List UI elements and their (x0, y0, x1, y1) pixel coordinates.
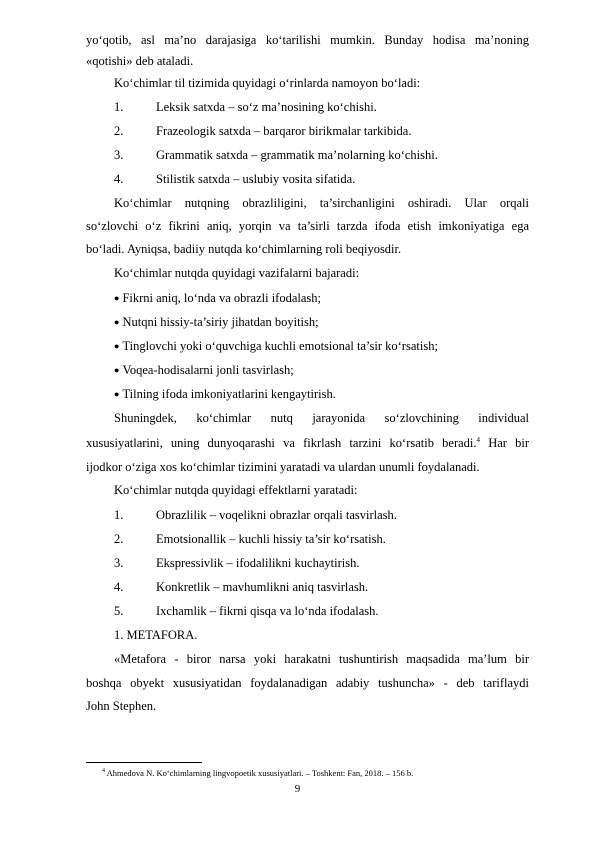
list-item (86, 601, 529, 622)
paragraph-line: so‘zlovchi o‘z fikrini aniq, yorqin va ta’sirli tarzda ifoda etish imkoniyatiga ega (86, 219, 529, 233)
list-item (86, 529, 529, 550)
paragraph-line: bo‘ladi. Ayniqsa, badiiy nutqda ko‘chimlarning roli beqiyosdir. (86, 242, 402, 256)
paragraph-line: Ko‘chimlar nutqda quyidagi effektlarni yaratadi: (114, 483, 358, 497)
paragraph-line: John Stephen. (86, 699, 157, 713)
bullet-icon: ● (114, 389, 120, 399)
list-item (86, 553, 529, 574)
paragraph-text: Har bir (480, 436, 530, 450)
bullet-icon: ● (114, 341, 120, 351)
bullet-text: Fikrni aniq, lo‘nda va obrazli ifodalash; (122, 291, 321, 305)
list-number: 1. (114, 508, 124, 522)
list-item (86, 121, 529, 142)
paragraph-line: «Metafora - biror narsa yoki harakatni tushuntirish maqsadida ma’lum bir (114, 652, 529, 666)
paragraph-line: «qotishi» deb ataladi. (86, 54, 194, 68)
list-number: 2. (114, 532, 124, 546)
list-text: Leksik satxda – so‘z ma’nosining ko‘chishi. (156, 100, 377, 114)
footnote-mark: 4 (102, 768, 105, 775)
list-text: Stilistik satxda – uslubiy vosita sifatida. (156, 172, 356, 186)
paragraph-line: Ko‘chimlar nutqda quyidagi vazifalarni bajaradi: (114, 266, 360, 280)
list-text: Konkretlik – mavhumlikni aniq tasvirlash. (156, 580, 369, 594)
list-text: Grammatik satxda – grammatik ma’nolarning ko‘chishi. (156, 148, 438, 162)
footnote-text: Ahmedova N. Ko‘chimlarning lingvopoetik xususiyatlari. – Toshkent: Fan, 2018. – 156 b. (105, 768, 414, 778)
section-heading: 1. METAFORA. (114, 628, 198, 642)
list-text: Ixchamlik – fikrni qisqa va lo‘nda ifodalash. (156, 604, 379, 618)
footnote-divider (86, 762, 202, 763)
paragraph-line: Ko‘chimlar nutqning obrazliligini, ta’sirchanligini oshiradi. Ular orqali (114, 196, 529, 210)
footnote-reference: 4 (476, 435, 481, 444)
bullet-text: Voqea-hodisalarni jonli tasvirlash; (122, 363, 294, 377)
list-number: 3. (114, 148, 124, 162)
bullet-item (86, 384, 529, 405)
paragraph-text: xususiyatlarini, uning dunyoqarashi va fikrlash tarzini ko‘rsatib beradi. (86, 436, 477, 450)
footnote (102, 768, 413, 778)
bullet-text: Tinglovchi yoki o‘quvchiga kuchli emotsional ta’sir ko‘rsatish; (122, 339, 438, 353)
list-item (86, 505, 529, 526)
bullet-icon: ● (114, 293, 120, 303)
bullet-item (86, 336, 529, 357)
bullet-item (86, 360, 529, 381)
paragraph-line: yo‘qotib, asl ma’no darajasiga ko‘tarilishi mumkin. Bunday hodisa ma’noning (86, 33, 529, 47)
bullet-text: Tilning ifoda imkoniyatlarini kengaytirish. (122, 387, 336, 401)
bullet-item (86, 288, 529, 309)
bullet-icon: ● (114, 365, 120, 375)
list-item (86, 577, 529, 598)
list-number: 4. (114, 172, 124, 186)
list-number: 1. (114, 100, 124, 114)
list-number: 3. (114, 556, 124, 570)
list-item (86, 97, 529, 118)
list-text: Obrazlilik – voqelikni obrazlar orqali tasvirlash. (156, 508, 397, 522)
bullet-icon: ● (114, 317, 120, 327)
list-number: 2. (114, 124, 124, 138)
list-text: Ekspressivlik – ifodalilikni kuchaytirish. (156, 556, 360, 570)
paragraph-line (86, 433, 529, 454)
paragraph-line: Shuningdek, ko‘chimlar nutq jarayonida so‘zlovchining individual (114, 411, 529, 425)
list-number: 5. (114, 604, 124, 618)
list-item (86, 145, 529, 166)
bullet-text: Nutqni hissiy-ta’siriy jihatdan boyitish; (122, 315, 319, 329)
list-item (86, 169, 529, 190)
list-text: Emotsionallik – kuchli hissiy ta’sir ko‘rsatish. (156, 532, 386, 546)
paragraph-line: ijodkor o‘ziga xos ko‘chimlar tizimini yaratadi va ulardan unumli foydalanadi. (86, 460, 480, 474)
list-number: 4. (114, 580, 124, 594)
paragraph-line: boshqa obyekt xususiyatidan foydalanadigan adabiy tushuncha» - deb tariflaydi (86, 676, 529, 690)
page-number: 9 (294, 783, 301, 795)
paragraph-line: Ko‘chimlar til tizimida quyidagi o‘rinlarda namoyon bo‘ladi: (114, 76, 421, 90)
list-text: Frazeologik satxda – barqaror birikmalar tarkibida. (156, 124, 412, 138)
bullet-item (86, 312, 529, 333)
